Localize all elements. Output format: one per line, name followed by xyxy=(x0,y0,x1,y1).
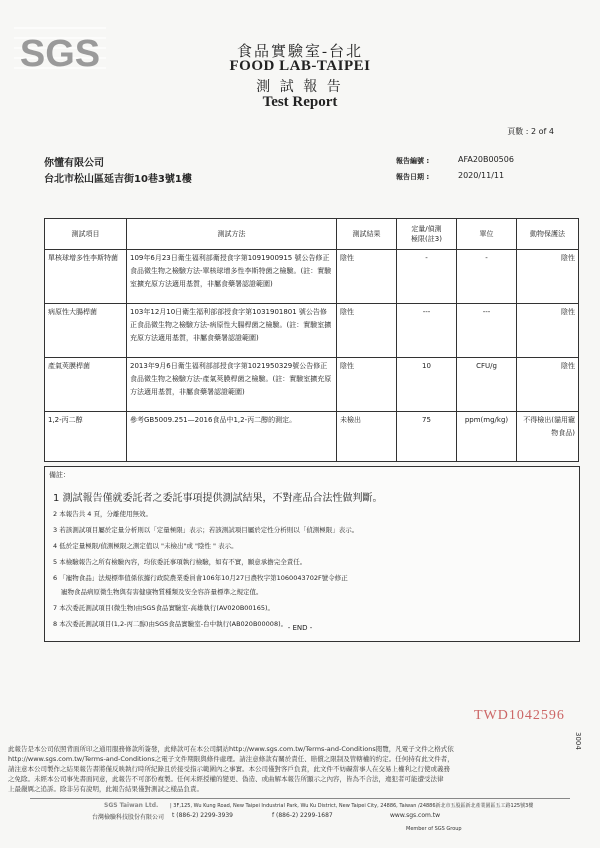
test-result: 陰性 xyxy=(337,358,397,412)
test-unit: - xyxy=(457,250,517,304)
company-tel: t (886-2) 2299-3939 xyxy=(172,812,233,819)
col-header: 單位 xyxy=(457,219,517,250)
report-date-value: 2020/11/11 xyxy=(458,171,505,180)
test-standard: 陰性 xyxy=(517,250,579,304)
report-title-zh: 測 試 報 告 xyxy=(256,80,344,95)
col-header: 定量/偵測 極限(註3) xyxy=(397,219,457,250)
test-method: 參考GB5009.251—2016食品中1,2-丙二醇的測定。 xyxy=(127,412,337,462)
notes-box xyxy=(44,466,580,642)
test-item: 1,2-丙二醇 xyxy=(45,412,127,462)
company-address: | 3F,125, Wu Kung Road, New Taipei Industrial Park, Wu Ku District, New Taipei City, 24886, Taiwan /24886新北市五股區新北產業園區五工路125號3樓 xyxy=(170,803,534,809)
end-marker: - END - xyxy=(287,624,313,632)
note-item: 8 本次委託測試項目(1,2-丙二醇)由SGS食品實驗室-台中執行(AB020B00008)。 xyxy=(53,620,288,628)
footer-terms-line: 之免除。未經本公司事先書面同意，此報告不可部份複製。任何未經授權的變更、偽造、或曲解本報告所顯示之內容，皆為不合法，違犯者可能遭受法律 xyxy=(8,775,444,783)
note-item: 7 本次委託測試項目(微生物)由SGS食品實驗室-高雄執行(AV020B00165)。 xyxy=(53,604,274,612)
col-header: 測試結果 xyxy=(337,219,397,250)
table-row xyxy=(45,412,579,462)
test-item: 產氣莢膜桿菌 xyxy=(45,358,127,412)
test-limit: 10 xyxy=(397,358,457,412)
table-row xyxy=(45,358,579,412)
company-website[interactable]: www.sgs.com.tw xyxy=(390,812,441,819)
note-item: 4 低於定量極限/偵測極限之測定值以 "未檢出"或 "陰性 " 表示。 xyxy=(53,542,238,550)
report-date-label: 報告日期 : xyxy=(396,173,430,181)
member-of-sgs: Member of SGS Group xyxy=(406,826,462,832)
note-item: 2 本報告共 4 頁，分離使用無效。 xyxy=(53,510,152,518)
lab-title-en: FOOD LAB-TAIPEI xyxy=(229,58,371,74)
test-standard: 陰性 xyxy=(517,358,579,412)
col-header: 測試項目 xyxy=(45,219,127,250)
test-item: 單核球增多性李斯特菌 xyxy=(45,250,127,304)
footer-divider xyxy=(30,798,570,799)
col-header: 動物保護法 xyxy=(517,219,579,250)
note-item: 3 若該測試項目屬於定量分析則以「定量極限」表示；若該測試項目屬於定性分析則以「偵測極限」表示。 xyxy=(53,526,359,534)
table-row xyxy=(45,304,579,358)
note-item: 6 「寵物食品」法規標準值係依據行政院農業委員會106年10月27日農牧字第1060043702F號令修正 xyxy=(53,574,348,582)
company-name-en: SGS Taiwan Ltd. xyxy=(104,802,159,809)
col-header: 測試方法 xyxy=(127,219,337,250)
test-limit: - xyxy=(397,250,457,304)
test-limit: --- xyxy=(397,304,457,358)
note-item: 1 測試報告僅就委託者之委託事項提供測試結果，不對產品合法性做判斷。 xyxy=(53,493,383,504)
serial-number: TWD1042596 xyxy=(474,708,565,723)
notes-title: 備註： xyxy=(49,471,70,479)
footer-terms-line: http://www.sgs.com.tw/Terms-and-Conditions之電子文件期限與條件處理。請注意條款有關於責任、賠償之限制及管轄權的約定。任何持有此文件者， xyxy=(8,755,454,763)
test-result: 未檢出 xyxy=(337,412,397,462)
test-unit: --- xyxy=(457,304,517,358)
footer-terms-line: 請注意本公司製作之結果報告書將僅反映執行時所紀錄且於接受指示範圍內之事實。本公司僅對客戶負責，此文件不妨礙當事人在交易上權利之行使或義務 xyxy=(8,765,450,773)
test-unit: ppm(mg/kg) xyxy=(457,412,517,462)
sgs-logo-text: SGS xyxy=(19,33,101,75)
report-title-en: Test Report xyxy=(262,94,338,110)
note-item: 5 本檢驗報告之所有檢驗內容，均依委託事項執行檢驗，如有不實，願意承擔完全責任。 xyxy=(53,558,307,566)
test-item: 病原性大腸桿菌 xyxy=(45,304,127,358)
client-name: 你懂有限公司 xyxy=(44,158,104,169)
report-no-value: AFA20B00506 xyxy=(458,155,514,164)
vertical-code: 3004 xyxy=(574,732,582,750)
test-result: 陰性 xyxy=(337,250,397,304)
page-number: 頁數 : 2 of 4 xyxy=(507,127,554,136)
company-name-zh: 台灣檢驗科技股份有限公司 xyxy=(92,814,165,821)
test-standard: 陰性 xyxy=(517,304,579,358)
table-row xyxy=(45,250,579,304)
test-unit: CFU/g xyxy=(457,358,517,412)
test-method: 109年6月23日衛生福利部衛授食字第1091900915 號公告修正食品微生物之檢驗方法-單核球增多性李斯特菌之檢驗。(註：實驗室擴充原方法適用基質，非屬食藥署認證範圍) xyxy=(127,250,337,304)
report-no-label: 報告編號 : xyxy=(396,157,430,165)
test-limit: 75 xyxy=(397,412,457,462)
table-header-row xyxy=(45,219,579,250)
lab-title-zh: 食品實驗室-台北 xyxy=(237,44,363,60)
company-fax: f (886-2) 2299-1687 xyxy=(272,812,333,819)
client-address: 台北市松山區延吉街10巷3號1樓 xyxy=(44,174,192,185)
test-standard: 不得檢出(貓用寵物食品) xyxy=(517,412,579,462)
footer-terms-line: 此報告是本公司依照背面所印之通用服務條款所簽發，此條款可在本公司網站http://www.sgs.com.tw/Terms-and-Conditions閱覽，凡電子文件之格式依 xyxy=(8,745,454,753)
test-result: 陰性 xyxy=(337,304,397,358)
note-item: 寵物食品病原微生物與有害健康物質種類及安全容許量標準之規定值。 xyxy=(61,588,263,596)
footer-terms-line: 上最嚴厲之追訴。除非另有說明，此報告結果僅對測試之樣品負責。 xyxy=(8,785,203,793)
results-table xyxy=(44,218,579,462)
test-method: 103年12月10日衛生福利部部授食字第1031901801 號公告修正食品微生物之檢驗方法-病原性大腸桿菌之檢驗。(註：實驗室擴充原方法適用基質，非屬食藥署認證範圍) xyxy=(127,304,337,358)
test-method: 2013年9月6日衛生福利部部授食字第1021950329號公告修正食品微生物之檢驗方法-產氣莢膜桿菌之檢驗。(註：實驗室擴充原方法適用基質，非屬食藥署認證範圍) xyxy=(127,358,337,412)
